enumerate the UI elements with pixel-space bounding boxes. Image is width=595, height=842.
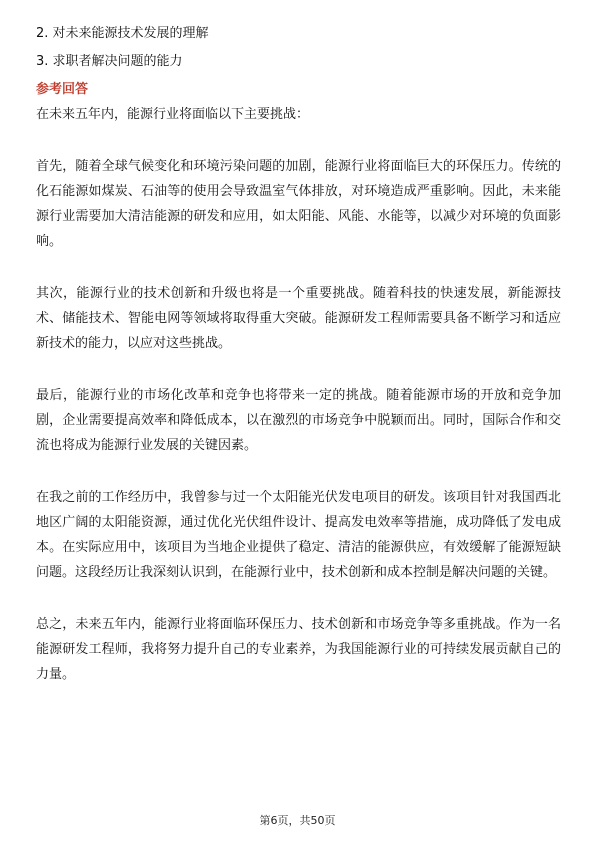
page-number-footer: 第6页，共50页 bbox=[259, 814, 336, 827]
question-item-2: 2. 对未来能源技术发展的理解 bbox=[36, 26, 209, 41]
paragraph-market: 最后，能源行业的市场化改革和竞争也将带来一定的挑战。随着能源市场的开放和竞争加剧，企业需要提高效率和降低成本，以在激烈的市场竞争中脱颖而出。同时，国际合作和交流也将成为能源行业发展的关键因素。 bbox=[36, 388, 561, 453]
page-content bbox=[36, 24, 561, 687]
paragraph-environment: 首先，随着全球气候变化和环境污染问题的加剧，能源行业将面临巨大的环保压力。传统的化石能源如煤炭、石油等的使用会导致温室气体排放，对环境造成严重影响。因此，未来能源行业需要加大清洁能源的研发和应用，如太阳能、风能、水能等，以减少对环境的负面影响。 bbox=[36, 159, 561, 249]
paragraph-conclusion: 总之，未来五年内，能源行业将面临环保压力、技术创新和市场竞争等多重挑战。作为一名能源研发工程师，我将努力提升自己的专业素养，为我国能源行业的可持续发展贡献自己的力量。 bbox=[36, 617, 561, 682]
answer-heading: 参考回答 bbox=[36, 82, 89, 97]
paragraph-technology: 其次，能源行业的技术创新和升级也将是一个重要挑战。随着科技的快速发展，新能源技术、储能技术、智能电网等领域将取得重大突破。能源研发工程师需要具备不断学习和适应新技术的能力，以应对这些挑战。 bbox=[36, 286, 561, 351]
paragraph-experience: 在我之前的工作经历中，我曾参与过一个太阳能光伏发电项目的研发。该项目针对我国西北地区广阔的太阳能资源，通过优化光伏组件设计、提高发电效率等措施，成功降低了发电成本。在实际应用中，该项目为当地企业提供了稳定、清洁的能源供应，有效缓解了能源短缺问题。这段经历让我深刻认识到，在能源行业中，技术创新和成本控制是解决问题的关键。 bbox=[36, 490, 561, 580]
answer-intro: 在未来五年内，能源行业将面临以下主要挑战： bbox=[36, 107, 310, 122]
question-item-3: 3. 求职者解决问题的能力 bbox=[36, 54, 183, 69]
